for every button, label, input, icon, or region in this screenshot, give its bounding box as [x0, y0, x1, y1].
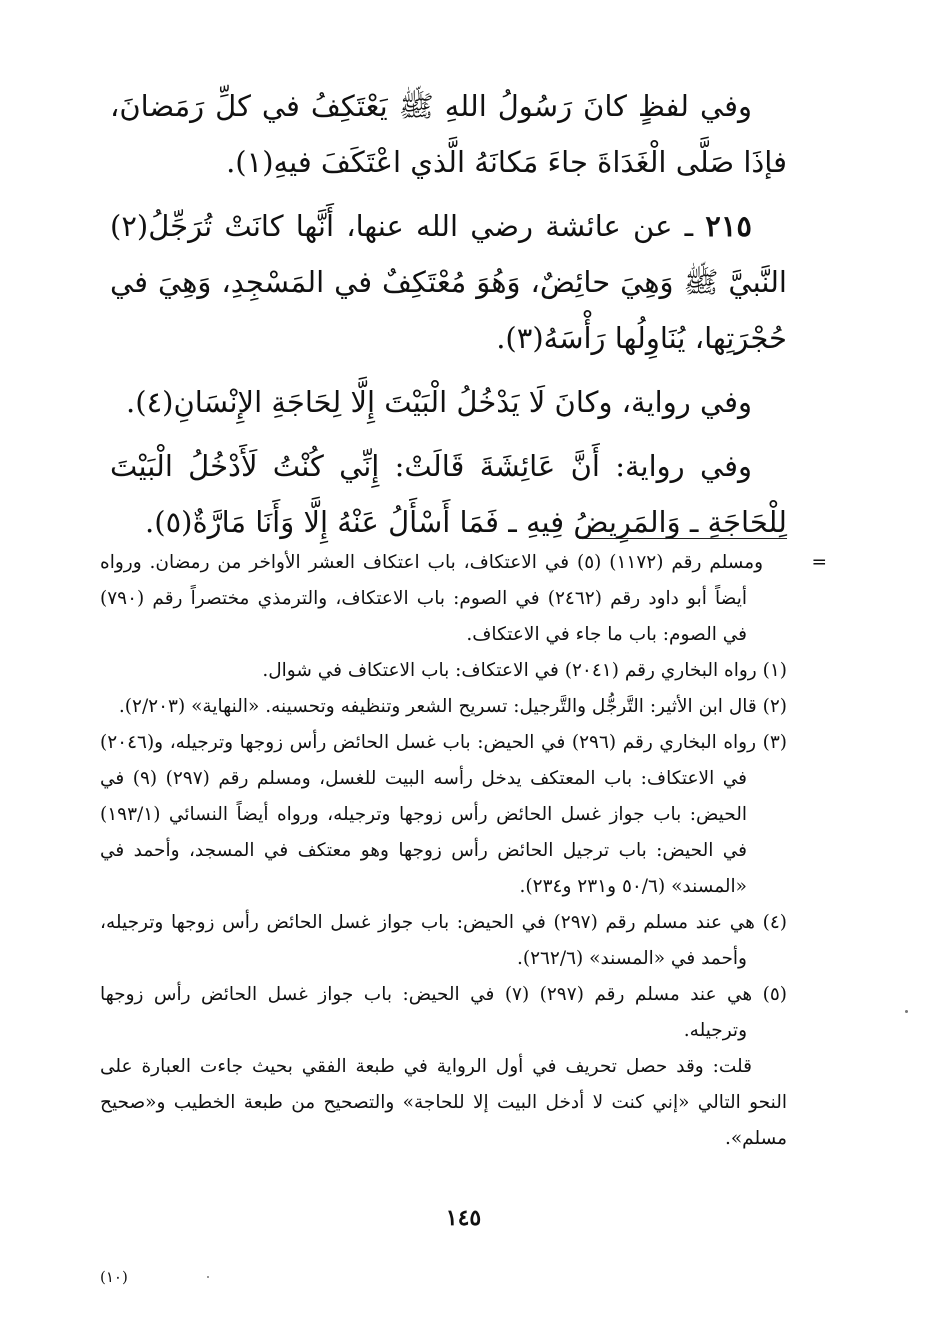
hadith-215-paragraph: [110, 198, 787, 366]
footnotes: [100, 545, 827, 1157]
scan-speck: [905, 1010, 908, 1013]
editor-note: قلت: وقد حصل تحريف في أول الرواية في طبعة الفقي بحيث جاءت العبارة على النحو التالي «إني كنت لا أدخل البيت إلا للحاجة» والتصحيح من طبعة الخطيب و«صحيح مسلم».: [100, 1056, 787, 1149]
footnote-5: (٥) هي عند مسلم رقم (٢٩٧) (٧) في الحيض: باب جواز غسل الحائض رأس زوجها وترجيله.: [100, 984, 787, 1041]
hadith-paragraph-variant: وفي لفظٍ كانَ رَسُولُ اللهِ ﷺ يَعْتَكِفُ في كلِّ رَمَضانَ، فإذَا صَلَّى الْغَدَاةَ جاءَ مَكانَهُ الَّذي اعْتَكَفَ فيهِ(١).: [110, 89, 787, 179]
main-text: [110, 78, 787, 558]
footnote-4: (٤) هي عند مسلم رقم (٢٩٧) في الحيض: باب جواز غسل الحائض رأس زوجها وترجيله، وأحمد في «المسند» (٢٦٢/٦).: [100, 912, 787, 969]
footnote-separator: [579, 538, 787, 539]
footnote-2: (٢) قال ابن الأثير: التَّرجُّل والتَّرجيل: تسريح الشعر وتنظيفه وتحسينه. «النهاية» (٢/٢٠٣).: [118, 696, 787, 717]
footnote-continuation-text: ومسلم رقم (١١٧٢) (٥) في الاعتكاف، باب اعتكاف العشر الأواخر من رمضان. ورواه أيضاً أبو داود رقم (٢٤٦٢) في الصوم: باب الاعتكاف، والترمذي مختصراً رقم (٧٩٠) في الصوم: باب ما جاء في الاعتكاف.: [100, 552, 764, 645]
signature-mark: (١٠): [100, 1268, 128, 1286]
continuation-mark: =: [811, 552, 827, 573]
footnote-continuation: [100, 545, 827, 653]
footnote-3: (٣) رواه البخاري رقم (٢٩٦) في الحيض: باب غسل الحائض رأس زوجها وترجيله، و(٢٠٤٦) في الاعتكاف: باب المعتكف يدخل رأسه البيت للغسل، ومسلم رقم (٢٩٧) (٩) في الحيض: باب جواز غسل الحائض رأس زوجها وترجيله، ورواه أيضاً النسائي (١٩٣/١) في الحيض: باب ترجيل الحائض رأس زوجها وهو معتكف في المسجد، وأحمد في «المسند» (٥٠/٦ و٢٣١ و٢٣٤).: [100, 732, 787, 897]
hadith-number: ٢١٥: [705, 209, 753, 243]
hadith-215-text: ـ عن عائشة رضي الله عنها، أَنَّها كانَتْ تُرَجِّلُ(٢) النَّبيَّ ﷺ وَهِيَ حائِضٌ، وَهُوَ مُعْتَكِفٌ في المَسْجِدِ، وَهِيَ في حُجْرَتِها، يُنَاوِلُها رَأْسَهُ(٣).: [110, 209, 787, 355]
narration-paragraph-1: وفي رواية، وكانَ لَا يَدْخُلُ الْبَيْتَ إِلَّا لِحَاجَةِ الإِنْسَانِ(٤).: [126, 385, 752, 419]
page-number: ١٤٥: [445, 1205, 482, 1231]
scan-speck: [207, 1276, 209, 1278]
narration-paragraph-2: وفي رواية: أَنَّ عَائِشَةَ قَالَتْ: إِنِّي كُنْتُ لَأَدْخُلُ الْبَيْتَ لِلْحَاجَةِ ـ وَالمَرِيضُ فِيهِ ـ فَمَا أَسْأَلُ عَنْهُ إِلَّا وَأَنَا مَارَّةٌ(٥).: [110, 449, 787, 539]
footnote-1: (١) رواه البخاري رقم (٢٠٤١) في الاعتكاف: باب الاعتكاف في شوال.: [262, 660, 787, 681]
